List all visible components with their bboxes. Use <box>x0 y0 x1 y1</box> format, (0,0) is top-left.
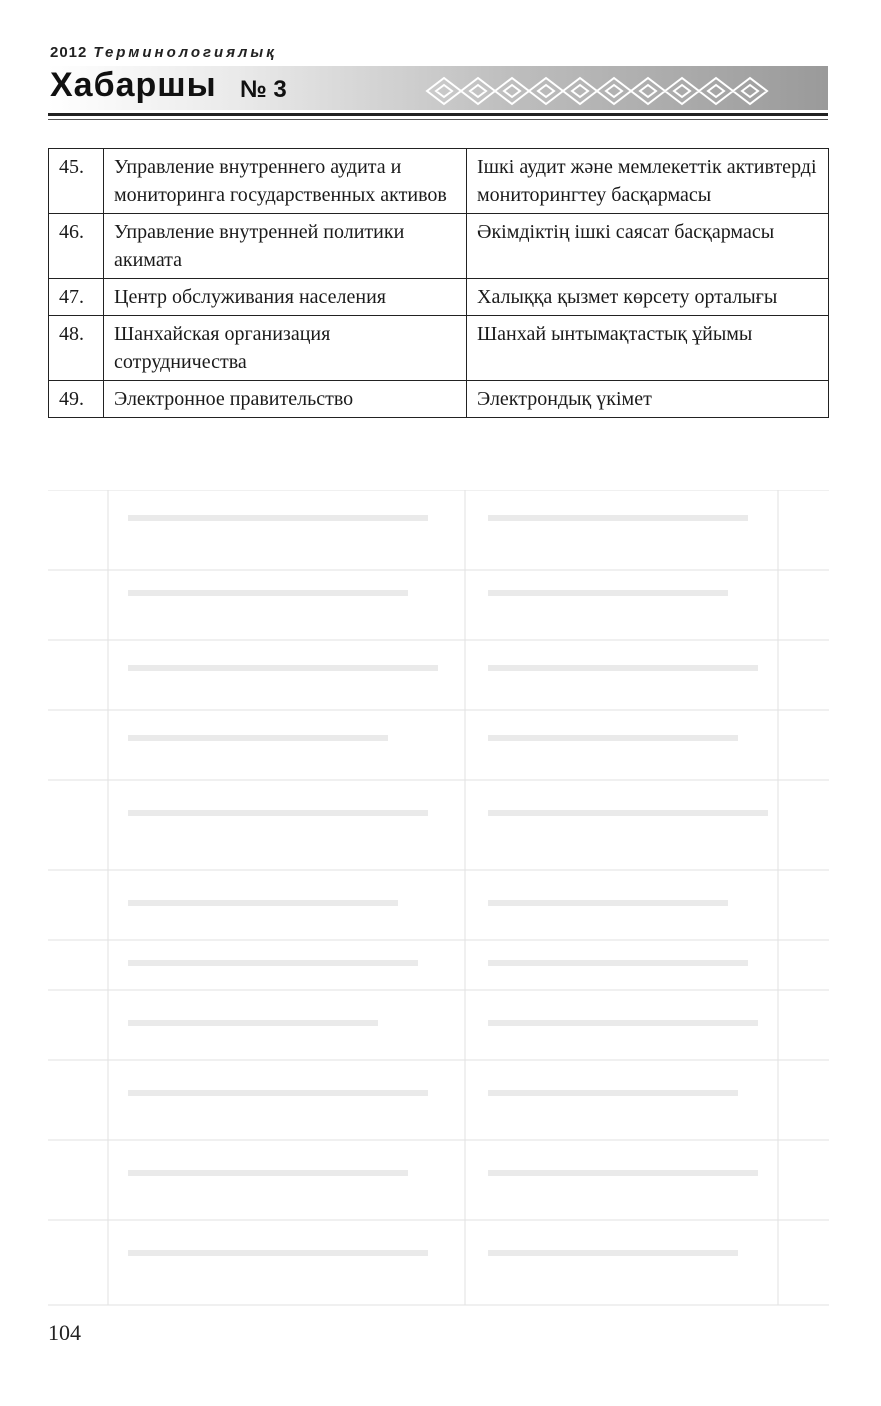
issue-number: № 3 <box>240 76 287 103</box>
journal-subtitle: Терминологиялық <box>93 44 277 61</box>
term-kazakh: Халыққа қызмет көрсету орталығы <box>467 279 829 316</box>
table-row <box>49 316 829 381</box>
row-number: 48. <box>49 316 104 381</box>
term-russian: Управление внутреннего аудита и мониторинга государственных активов <box>104 149 467 214</box>
row-number: 47. <box>49 279 104 316</box>
journal-year-line <box>50 44 277 61</box>
term-kazakh: Электрондық үкімет <box>467 381 829 418</box>
table-row <box>49 279 829 316</box>
term-kazakh: Ішкі аудит және мемлекеттік активтерді мониторингтеу басқармасы <box>467 149 829 214</box>
ornament-pattern-icon <box>422 72 782 110</box>
row-number: 45. <box>49 149 104 214</box>
journal-title: Хабаршы <box>50 66 217 104</box>
term-kazakh: Шанхай ынтымақтастық ұйымы <box>467 316 829 381</box>
row-number: 49. <box>49 381 104 418</box>
term-russian: Шанхайская организация сотрудничества <box>104 316 467 381</box>
row-number: 46. <box>49 214 104 279</box>
table-row <box>49 214 829 279</box>
table-row <box>49 381 829 418</box>
term-russian: Управление внутренней политики акимата <box>104 214 467 279</box>
header-rule-thin <box>48 119 828 120</box>
term-kazakh: Әкімдіктің ішкі саясат басқармасы <box>467 214 829 279</box>
journal-year: 2012 <box>50 44 88 61</box>
bleed-through-texture <box>48 490 829 1310</box>
table-row <box>49 149 829 214</box>
page-number: 104 <box>48 1320 81 1345</box>
term-russian: Электронное правительство <box>104 381 467 418</box>
header-rule <box>48 113 828 116</box>
term-russian: Центр обслуживания населения <box>104 279 467 316</box>
terms-table <box>48 148 829 418</box>
